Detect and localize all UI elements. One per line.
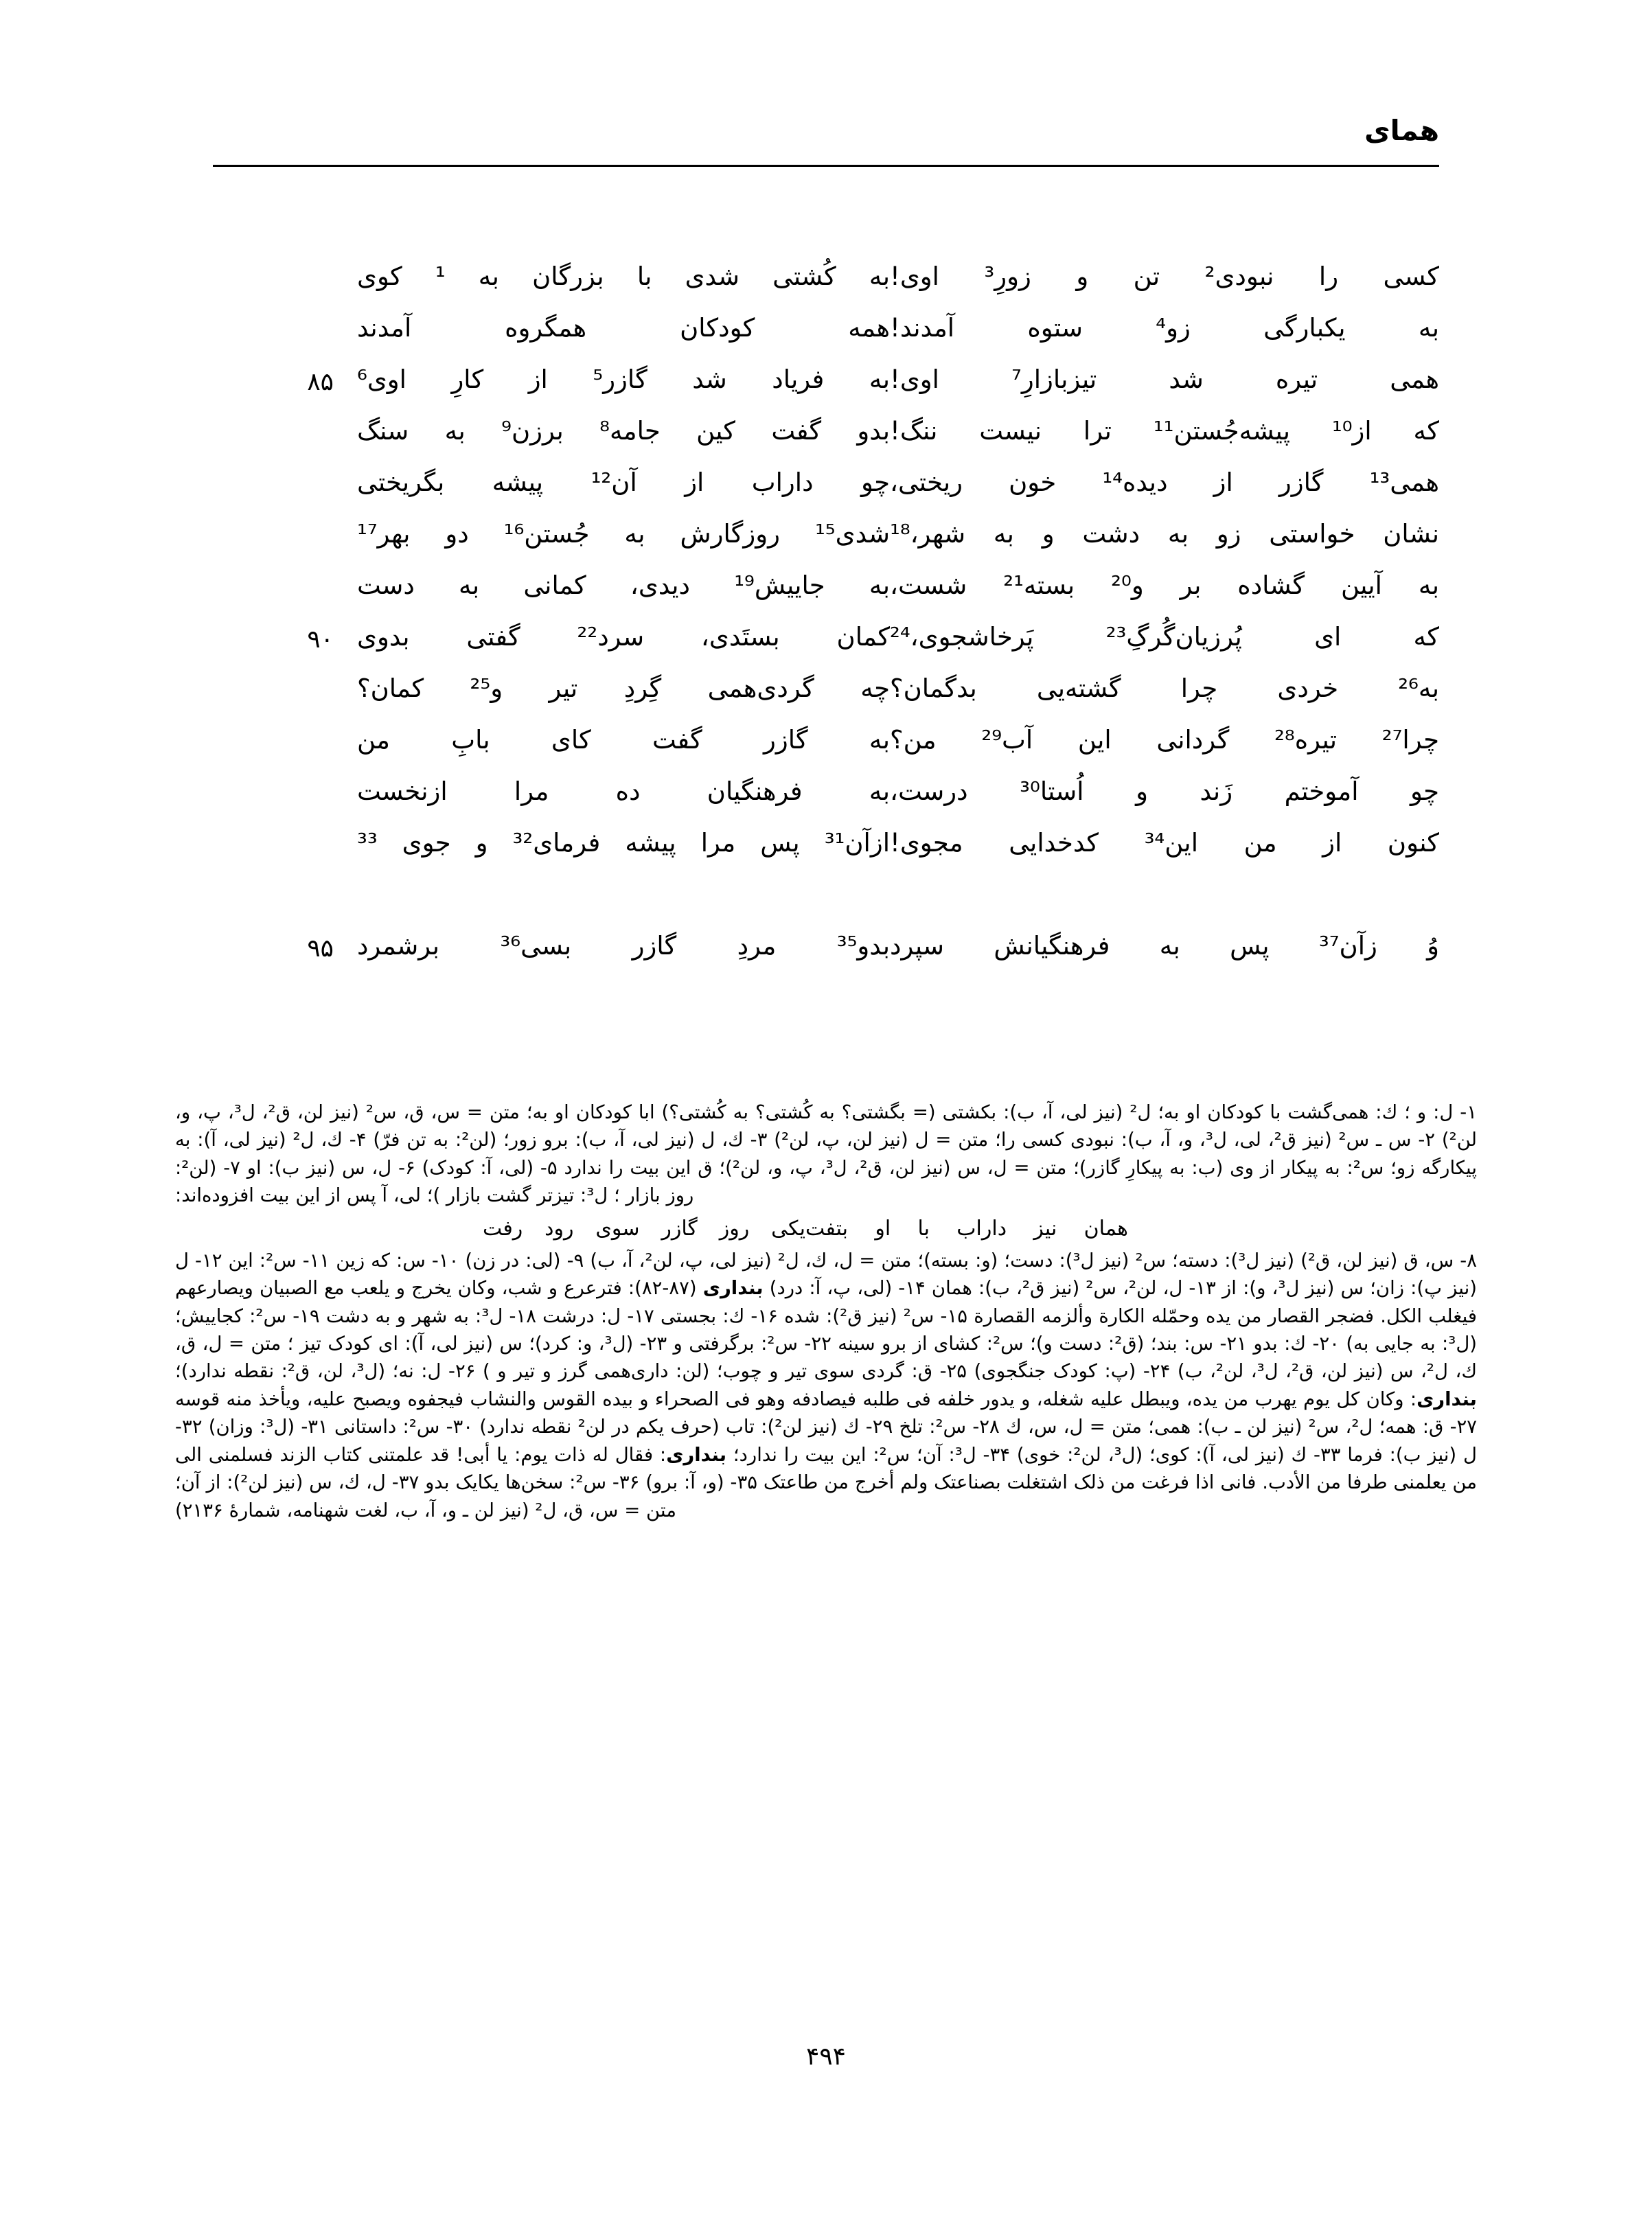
hemistich-right: به کُشتی شدی با بزرگان به ¹ کوی: [357, 262, 890, 291]
hemistich-left: کسی را نبودی² تن و زورِ³ اوی!: [890, 262, 1440, 291]
verse-number: [280, 570, 334, 574]
verse-number: ۹۵: [307, 934, 334, 963]
verse-row: [206, 415, 1446, 467]
verse-row: [206, 518, 1446, 570]
hemistich-left: کنون از من این³⁴ کدخدایی مجوی!: [890, 828, 1439, 858]
hemistich-left: وُ زآن³⁷ پس به فرهنگیانش سپرد: [890, 931, 1440, 961]
running-head-title: همای: [1364, 114, 1439, 147]
verse-row: [206, 673, 1446, 724]
verse-row: [206, 827, 1446, 879]
hemistich-right: بدو³⁵ مردِ گازر بسی³⁶ برشمرد: [357, 931, 891, 961]
verse-number: [280, 673, 334, 677]
verse-row: [206, 724, 1446, 776]
verse-block: [206, 261, 1446, 982]
hemistich-right: همه کودکان همگروه آمدند: [357, 313, 890, 343]
hemistich-right: چه گردی‌همی گِردِ تیر و²⁵ کمان؟: [357, 674, 891, 703]
hemistich-left: چو آموختم زَند و اُستا³⁰ درست،: [890, 777, 1439, 806]
verse-row: [206, 621, 1446, 673]
apparatus-paragraph-3: متن = س، ق، ل² (نیز لن ـ و، آ، ب، لغت شهنامه، شمارهٔ ۲۱۳۶): [175, 1499, 676, 1521]
hemistich-right: کمان بستَدی، سرد²² گفتی بدوی: [357, 622, 890, 652]
verse-number: [280, 827, 334, 831]
apparatus-inset-verse: [175, 1214, 1477, 1244]
hemistich-right: به جاییش¹⁹ دیدی، کمانی به دست: [357, 571, 890, 600]
inset-hemistich-left: همان نیز داراب با او بتفت: [805, 1216, 1128, 1241]
verse-row: [206, 776, 1446, 827]
hemistich-left: به²⁶ خردی چرا گشته‌یی بدگمان؟: [890, 674, 1439, 703]
hemistich-right: به فرهنگیان ده مرا ازنخست: [357, 777, 890, 806]
verse-row: [206, 364, 1446, 415]
verse-number: [280, 518, 334, 522]
hemistich-right: بدو گفت کین جامه⁸ برزن⁹ به سنگ: [357, 416, 890, 446]
verse-number: [280, 776, 334, 780]
hemistich-left: همی¹³ گازر از دیده¹⁴ خون ریختی،: [890, 468, 1439, 497]
hemistich-left: که از¹⁰ پیشه‌جُستن¹¹ ترا نیست ننگ!: [890, 416, 1439, 446]
hemistich-left: چرا²⁷ تیره²⁸ گردانی این آب²⁹ من؟: [890, 725, 1439, 755]
verse-row: [206, 930, 1446, 982]
hemistich-right: ازآن³¹ پس مرا پیشه فرمای³² و جوی ³³: [357, 828, 890, 858]
verse-number: ۹۰: [307, 625, 334, 654]
verse-number: ۸۵: [307, 368, 334, 396]
apparatus-paragraph-2: ۸- س، ق (نیز لن، ق²) (نیز ل³): دسته؛ س² (نیز ل³): دست؛ (و: بسته)؛ متن = ل، ك، ل² (نیز لی، پ، لن²، آ، ب) ۹- (لی: در زن) ۱۰- س: که زین ۱۱- س²: این ۱۲- ل (نیز پ): زان؛ س (نیز ل³، و): از ۱۳- ل، لن²، س² (نیز ق²، ب): همان ۱۴- (لی، پ، آ: درد) بنداری (۸۷-۸۲): فترعرع و شب، وکان یخرج و یلعب مع الصبیان ویصارعهم فیغلب الکل. فضجر القصار من یده وحمّله الکارة وألزمه القصارة ۱۵- س² (نیز ق²): شده ۱۶- ك: بجستی ۱۷- ل: درشت ۱۸- ل³: به شهر و به دشت ۱۹- س²: کجاییش؛ (ل³: به جایی به) ۲۰- ك: بدو ۲۱- س: بند؛ (ق²: دست و)؛ س²: کشای از برو سینه ۲۲- س²: برگرفتی و ۲۳- (ل³، و: کرد)؛ س (نیز لی، آ): ای کودک تیز ؛ متن = ل، ق، ك، ل²، س (نیز لن، ق²، ل³، لن²، ب) ۲۴- (پ: کودک جنگجوی) ۲۵- ق: گردی سوی تیر و چوب؛ (لن: داری‌همی گرز و تیر و ) ۲۶- ل: نه؛ (ل³، لن، ق²: نقطه ندارد)؛ بنداری: وکان کل یوم یهرب من یده، ویبطل علیه شغله، و یدور خلفه فی طلبه فیصادفه وهو فی الصحراء و بیده القوس والنشاب فیجفوه ویصبح علیه، ویأخذ منه قوسه ۲۷- ق: همه؛ ل²، س² (نیز لن ـ ب): همی؛ متن = ل، س، ك ۲۸- س²: تلخ ۲۹- ك (نیز لن²): تاب (حرف یکم در لن² نقطه ندارد) ۳۰- س²: داستانی ۳۱- (ل³: وزان) ۳۲- ل (نیز ب): فرما ۳۳- ك (نیز لی، آ): کوی؛ (ل³، لن²: خوی) ۳۴- ل³: آن؛ س²: این بیت را ندارد؛ بنداری: فقال له ذات یوم: یا أبی! قد علمتنی کتاب الزند فسلمنی الی من یعلمنی طرفا من الأدب. فانی اذا فرغت من ذلک اشتغلت بصناعتک ولم أخرج من طاعتک ۳۵- (و، آ: برو) ۳۶- س²: سخن‌ها یکایک بدو ۳۷- ل، ك، س (نیز لن²): از آن؛: [175, 1249, 1478, 1494]
hemistich-left: به یکبارگی زو⁴ ستوه آمدند!: [890, 313, 1439, 343]
verse-number: [280, 415, 334, 419]
critical-apparatus: [175, 1099, 1477, 1524]
verse-row: [206, 570, 1446, 621]
header-divider: [213, 165, 1439, 167]
hemistich-right: به گازر گفت کای بابِ من: [357, 725, 890, 755]
verse-row: [206, 467, 1446, 518]
apparatus-paragraph-1: ۱- ل: و ؛ ك: همی‌گشت با کودکان او به؛ ل² (نیز لی، آ، ب): بکشتی (= بگشتی؟ به کُشتی؟ به کُشتی؟) ابا کودکان او به؛ متن = س، ق، س² (نیز لن، ق²، ل³، پ، و، لن²) ۲- س ـ س² (نیز ق²، لی، ل³، و، آ، ب): نبودی کسی را؛ متن = ل (نیز لن، پ، لن²) ۳- ك، ل (نیز لی، آ، ب): برو زور؛ (لن²: به تن فرّ) ۴- ك، ل² (نیز لی، آ): به پیکارگه زو؛ س²: به پیکار از وی (ب: به پیکارِ گازر)؛ متن = ل، س (نیز لن، ق²، ل³، پ، و، لن²)؛ ق این بیت را ندارد ۵- (لی، آ: کودک) ۶- ل، س (نیز ب): او ۷- (لن²: روز بازار ؛ ل³: تیزتر گشت بازار )؛ لی، آ پس از این بیت افزوده‌اند:: [175, 1101, 1478, 1207]
hemistich-right: چو داراب از آن¹² پیشه بگریختی: [357, 468, 890, 497]
hemistich-right: شدی¹⁵ روزگارش به جُستن¹⁶ دو بهر¹⁷: [357, 519, 890, 549]
running-head: [213, 114, 1439, 179]
verse-row: [206, 261, 1446, 312]
inset-hemistich-right: یکی روز گازر سوی رود رفت: [483, 1216, 805, 1241]
page-number: ۴۹۴: [805, 2043, 846, 2071]
verse-number: [280, 261, 334, 265]
verse-number: [280, 312, 334, 317]
verse-row: [206, 312, 1446, 364]
hemistich-left: همی تیره شد تیزبازارِ⁷ اوی!: [890, 365, 1440, 394]
verse-number: [280, 724, 334, 728]
verse-number: [280, 467, 334, 471]
hemistich-left: که ای پُرزیان‌گُرگِ²³ پَرخاشجوی،²⁴: [890, 622, 1440, 652]
hemistich-right: به فریاد شد گازر⁵ از کارِ اوی⁶: [357, 365, 890, 394]
hemistich-left: به آیین گشاده بر و²⁰ بسته²¹ شست،: [890, 571, 1439, 600]
hemistich-left: نشان خواستی زو به دشت و به شهر،¹⁸: [890, 519, 1439, 549]
